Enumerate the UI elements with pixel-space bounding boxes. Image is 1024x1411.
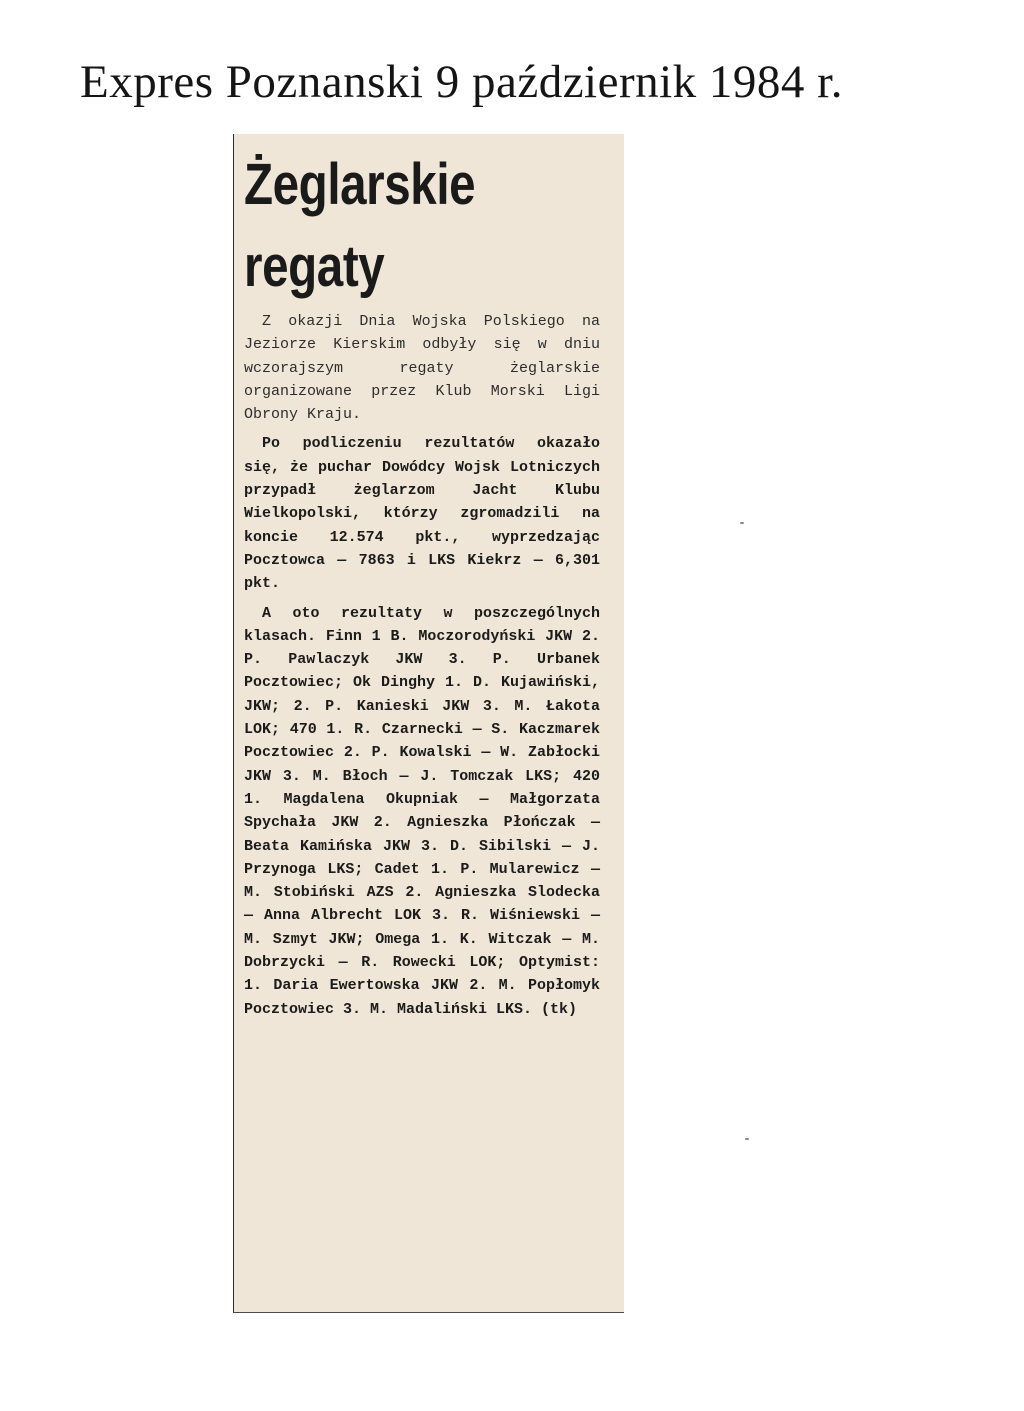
article-body	[244, 310, 600, 1027]
article-paragraph-intro: Z okazji Dnia Wojska Polskiego na Jeziorze Kierskim odbyły się w dniu wczorajszym regaty żeglarskie organizowane przez Klub Morski Ligi Obrony Kraju.	[244, 313, 600, 424]
headline-line-1: Żeglarskie	[244, 152, 476, 217]
source-caption: Expres Poznanski 9 październik 1984 r.	[80, 56, 843, 108]
paper-speck	[745, 1138, 749, 1140]
newspaper-clipping	[233, 134, 624, 1313]
article-paragraph-results: A oto rezultaty w poszczególnych klasach. Finn 1 B. Moczorodyński JKW 2. P. Pawlaczyk JKW 3. P. Urbanek Pocztowiec; Ok Dinghy 1. D. Kujawiński, JKW; 2. P. Kanieski JKW 3. M. Łakota LOK; 470 1. R. Czarnecki — S. Kaczmarek Pocztowiec 2. P. Kowalski — W. Zabłocki JKW 3. M. Błoch — J. Tomczak LKS; 420 1. Magdalena Okupniak — Małgorzata Spychała JKW 2. Agnieszka Płończak — Beata Kamińska JKW 3. D. Sibilski — J. Przynoga LKS; Cadet 1. P. Mularewicz — M. Stobiński AZS 2. Agnieszka Slodecka — Anna Albrecht LOK 3. R. Wiśniewski — M. Szmyt JKW; Omega 1. K. Witczak — M. Dobrzycki — R. Rowecki LOK; Optymist: 1. Daria Ewertowska JKW 2. M. Popłomyk Pocztowiec 3. M. Madaliński LKS. (tk)	[244, 604, 600, 1018]
headline-line-2: regaty	[244, 234, 385, 299]
article-headline	[244, 144, 475, 308]
paper-speck	[740, 522, 744, 524]
article-paragraph-summary: Po podliczeniu rezultatów okazało się, że puchar Dowódcy Wojsk Lotniczych przypadł żeglarzom Jacht Klubu Wielkopolski, którzy zgromadzili na koncie 12.574 pkt., wyprzedzając Pocztowca — 7863 i LKS Kiekrz — 6,301 pkt.	[244, 435, 600, 593]
